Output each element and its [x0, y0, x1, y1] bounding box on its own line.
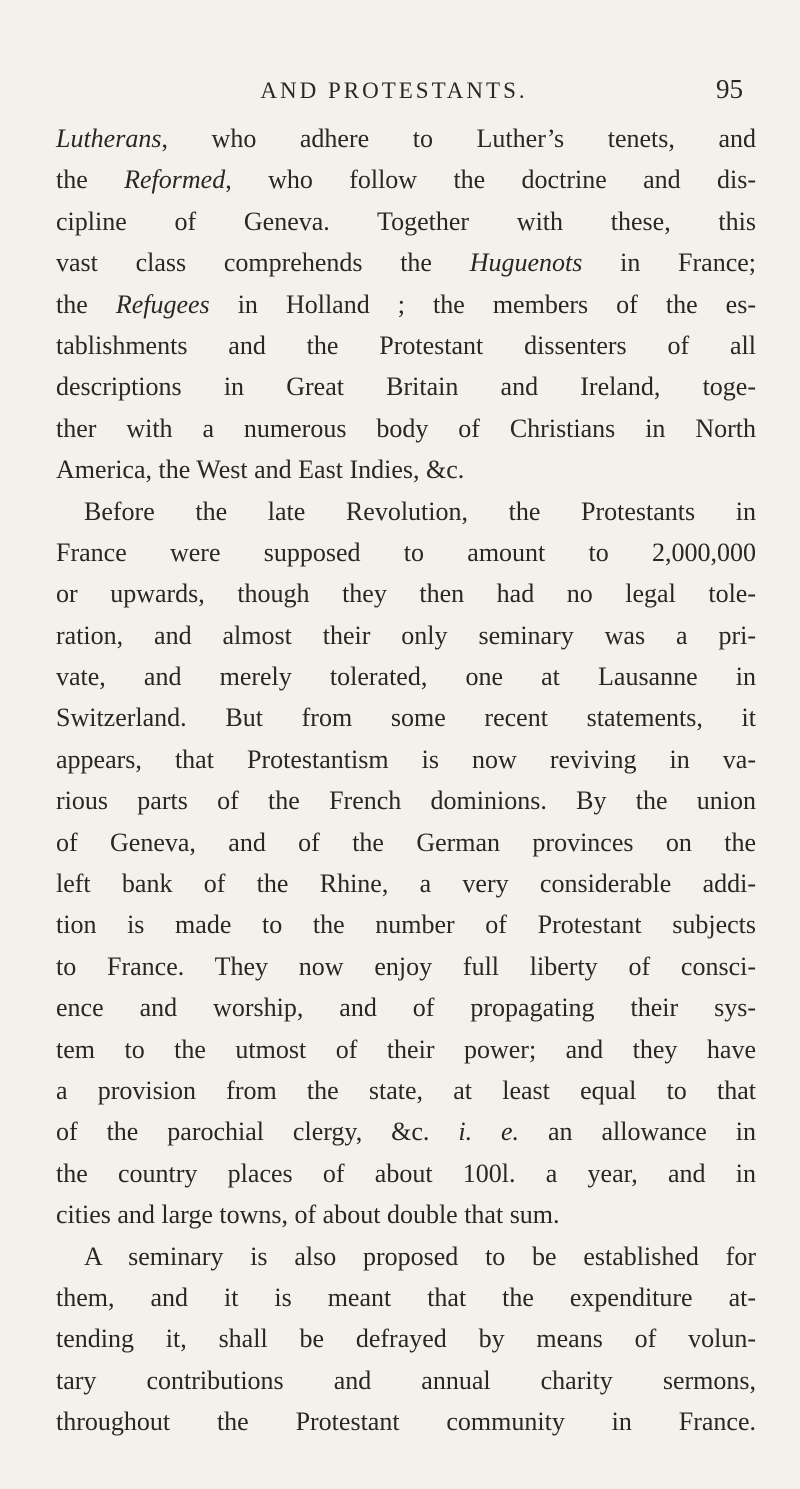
- text-line: [56, 449, 756, 490]
- text-segment: , who follow the doctrine and dis-: [225, 165, 756, 195]
- text-segment: Switzerland. But from some recent statements, it: [56, 703, 756, 733]
- text-line: [56, 532, 756, 573]
- italic-text: Reformed: [124, 165, 226, 195]
- text-segment: ration, and almost their only seminary was a pri-: [56, 620, 756, 650]
- text-segment: tion is made to the number of Protestant subjects: [56, 910, 756, 940]
- text-segment: left bank of the Rhine, a very considerable addi-: [56, 869, 756, 899]
- italic-text: i. e.: [458, 1117, 520, 1147]
- text-line: [56, 408, 756, 449]
- page-number: 95: [716, 74, 743, 104]
- text-line: [56, 987, 756, 1028]
- text-line: [56, 1111, 756, 1152]
- text-segment: a provision from the state, at least equal to that: [56, 1075, 756, 1105]
- text-line: [56, 697, 756, 738]
- text-line: [56, 325, 756, 366]
- text-segment: cipline of Geneva. Together with these, this: [56, 206, 756, 236]
- text-segment: tem to the utmost of their power; and they have: [56, 1034, 756, 1064]
- text-segment: an allowance in: [519, 1117, 756, 1147]
- text-segment: vate, and merely tolerated, one at Lausanne in: [56, 662, 756, 692]
- text-line: [56, 1277, 756, 1318]
- text-segment: to France. They now enjoy full liberty of consci-: [56, 951, 756, 981]
- text-segment: in Holland ; the members of the es-: [209, 289, 756, 319]
- italic-text: Lutherans: [56, 124, 162, 153]
- text-segment: cities and large towns, of about double that sum.: [56, 1200, 560, 1230]
- text-line: [56, 242, 756, 283]
- text-line: [56, 780, 756, 821]
- italic-text: Huguenots: [469, 248, 583, 278]
- text-segment: ence and worship, and of propagating their sys-: [56, 993, 756, 1023]
- text-line: [56, 1360, 756, 1401]
- text-segment: descriptions in Great Britain and Ireland, toge-: [56, 372, 756, 402]
- text-segment: rious parts of the French dominions. By the union: [56, 786, 756, 816]
- text-segment: appears, that Protestantism is now reviving in va-: [56, 744, 756, 774]
- text-segment: tary contributions and annual charity sermons,: [56, 1365, 756, 1395]
- text-line: [56, 1318, 756, 1359]
- text-segment: of the parochial clergy, &c.: [56, 1117, 459, 1147]
- text-line: [56, 615, 756, 656]
- body-text: [56, 118, 756, 1443]
- text-line: [56, 1236, 756, 1277]
- text-segment: the country places of about 100l. a year, and in: [56, 1158, 756, 1188]
- text-line: [56, 1194, 756, 1235]
- text-segment: or upwards, though they then had no legal tole-: [56, 579, 756, 609]
- text-line: [56, 573, 756, 614]
- text-segment: vast class comprehends the: [56, 248, 470, 278]
- text-line: [56, 1153, 756, 1194]
- text-line: [56, 1029, 756, 1070]
- text-line: [56, 1401, 756, 1442]
- text-segment: tablishments and the Protestant dissenters of all: [56, 330, 756, 360]
- text-segment: , who adhere to Luther’s tenets, and: [161, 124, 756, 153]
- text-segment: them, and it is meant that the expenditure at-: [56, 1282, 756, 1312]
- text-line: [56, 946, 756, 987]
- text-line: [56, 159, 756, 200]
- text-segment: ther with a numerous body of Christians in North: [56, 413, 756, 443]
- text-line: [56, 201, 756, 242]
- text-line: [56, 284, 756, 325]
- text-line: [56, 739, 756, 780]
- text-segment: in France;: [582, 248, 757, 278]
- text-line: [56, 366, 756, 407]
- text-line: [56, 1070, 756, 1111]
- text-segment: the: [56, 289, 116, 319]
- text-segment: Before the late Revolution, the Protestants in: [84, 496, 756, 526]
- text-line: [56, 491, 756, 532]
- text-line: [56, 863, 756, 904]
- text-segment: tending it, shall be defrayed by means of volun-: [56, 1324, 756, 1354]
- italic-text: Refugees: [115, 289, 210, 319]
- text-segment: France were supposed to amount to 2,000,000: [56, 537, 756, 567]
- text-line: [56, 656, 756, 697]
- text-line: [56, 822, 756, 863]
- running-head: AND PROTESTANTS.: [260, 78, 528, 103]
- text-line: [56, 118, 756, 159]
- text-segment: A seminary is also proposed to be established for: [84, 1241, 756, 1271]
- text-segment: the: [56, 165, 125, 195]
- text-segment: America, the West and East Indies, &c.: [56, 455, 465, 485]
- text-segment: of Geneva, and of the German provinces on the: [56, 827, 756, 857]
- text-segment: throughout the Protestant community in France.: [56, 1407, 756, 1437]
- text-line: [56, 904, 756, 945]
